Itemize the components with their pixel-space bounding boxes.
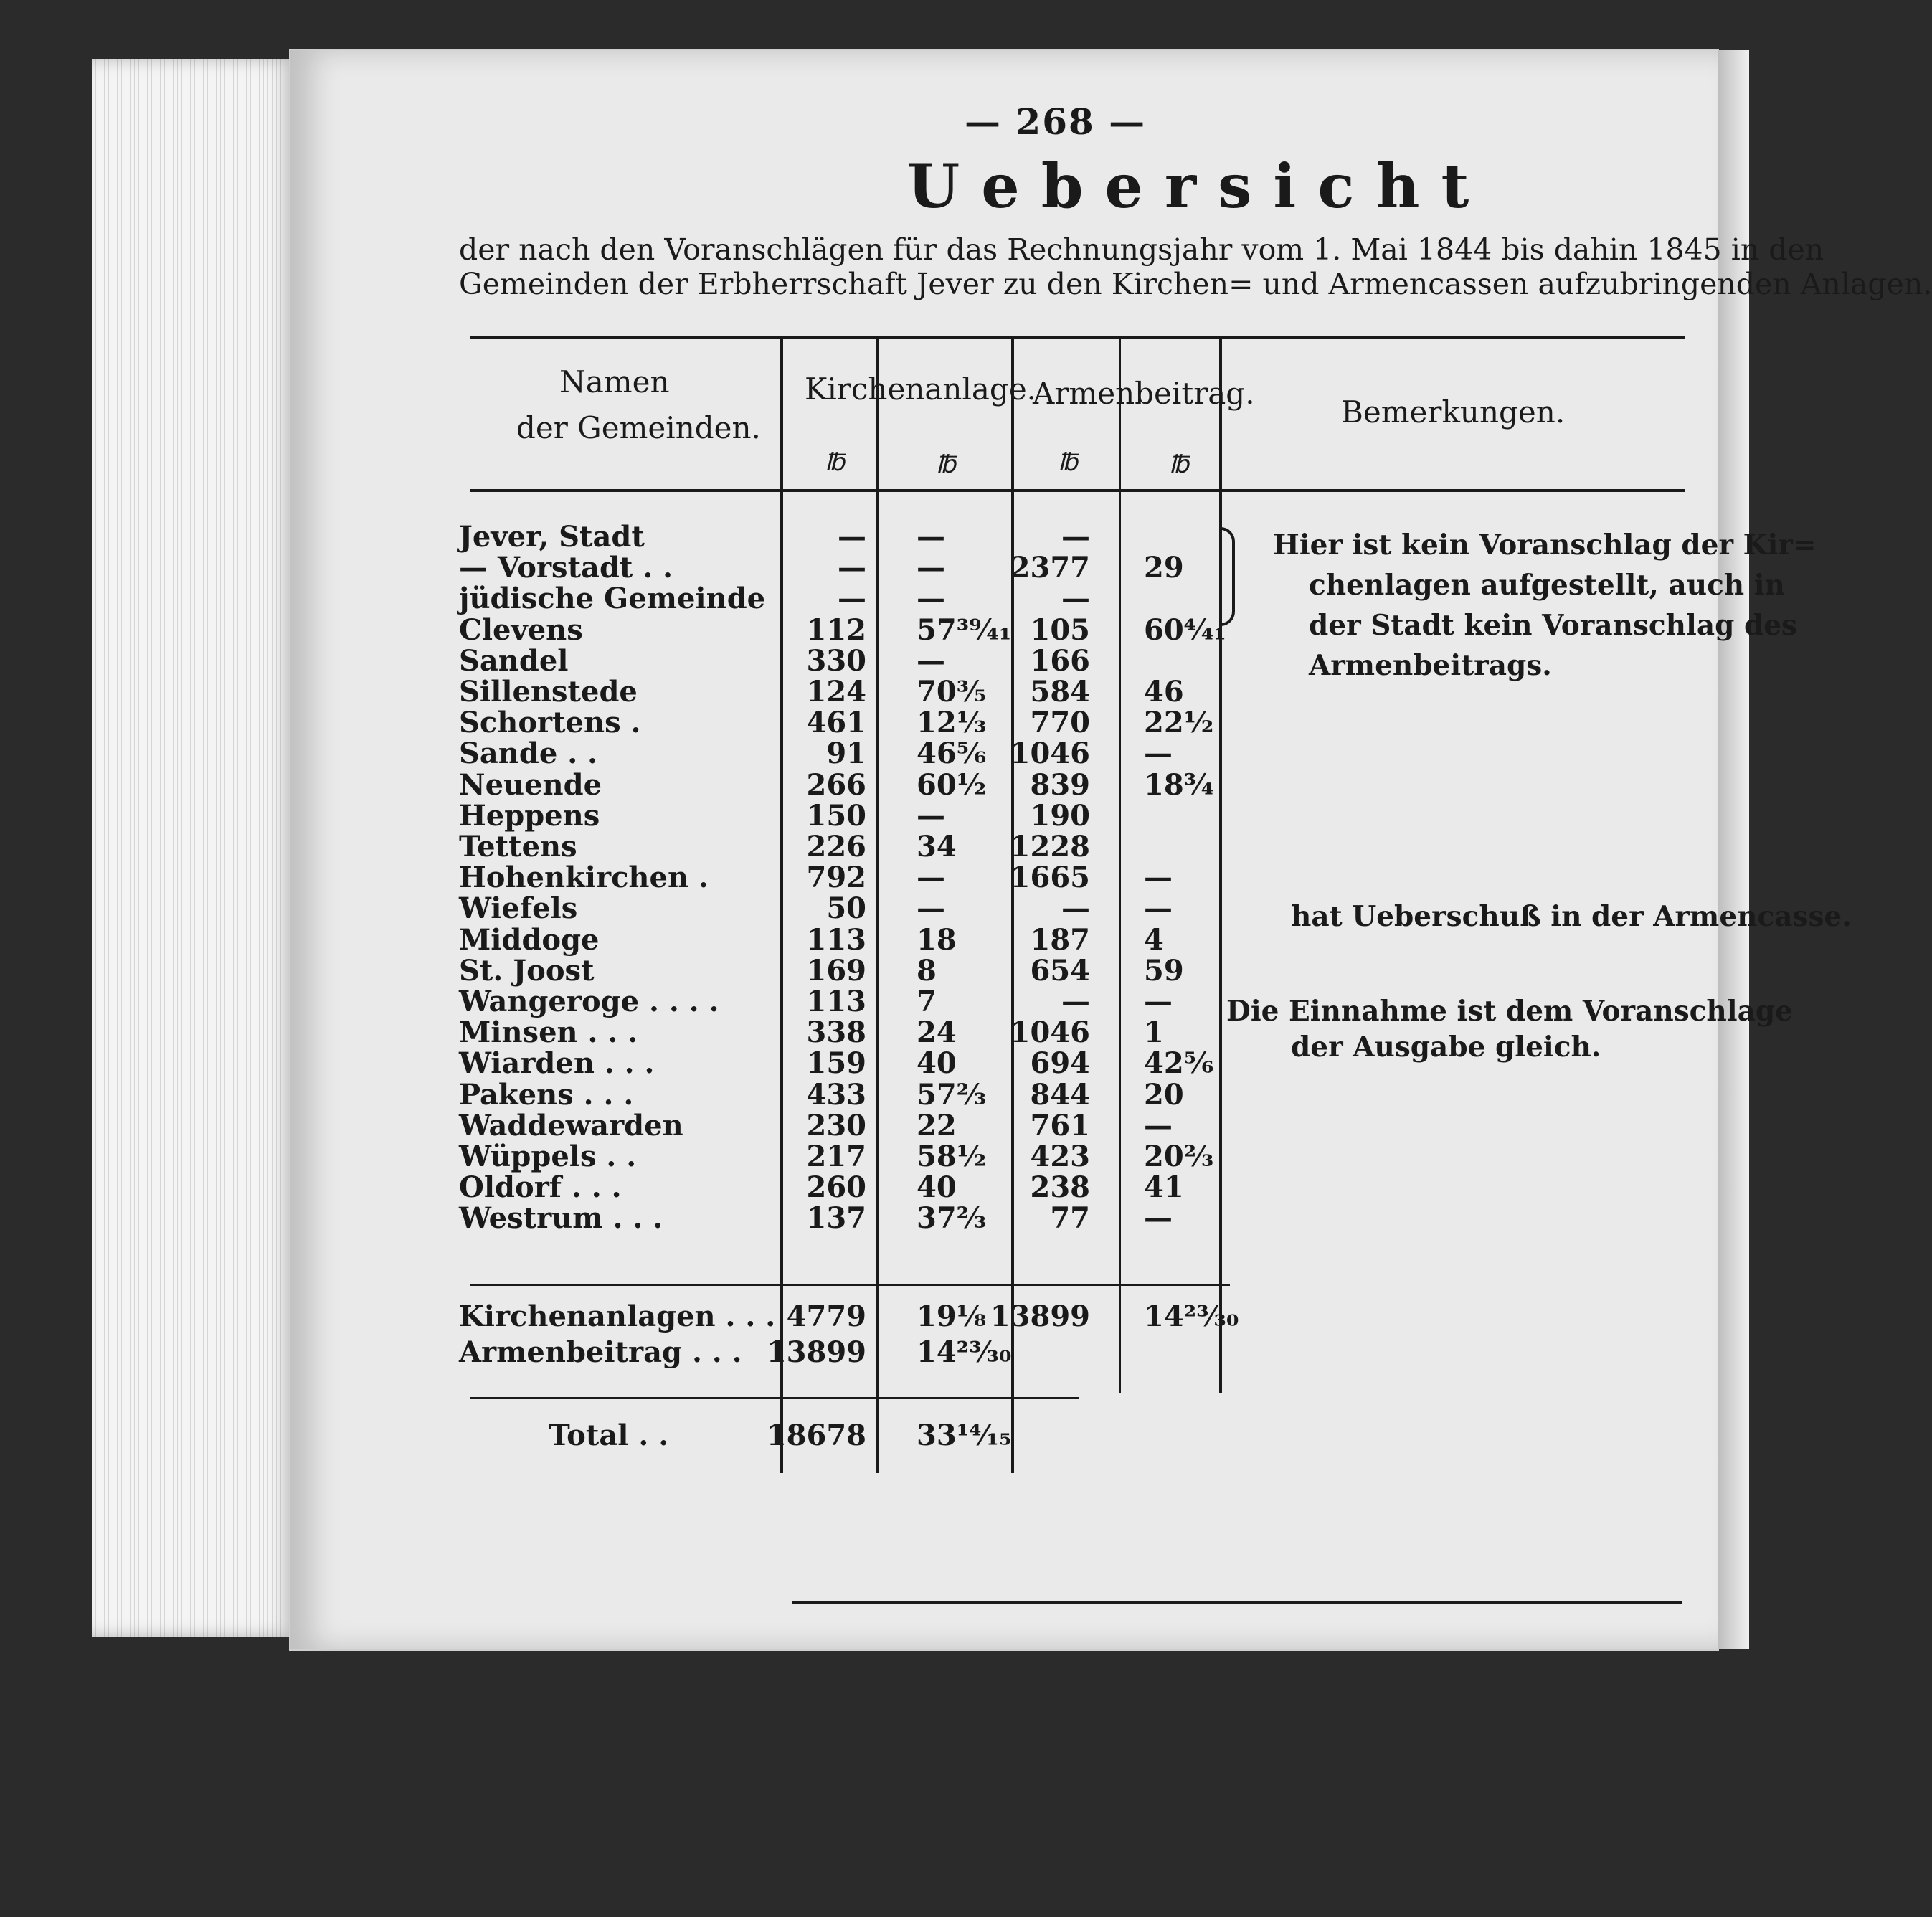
unit-thaler-kirchen: ℔	[825, 448, 845, 477]
bottom-rule	[792, 1601, 1682, 1604]
summary-name: Armenbeitrag . . .	[459, 1335, 742, 1369]
header-armenbeitrag: Armenbeitrag.	[1033, 376, 1255, 411]
armen-thaler: 839	[1030, 767, 1090, 802]
armen-thaler: 166	[1030, 643, 1090, 678]
col-rule-2	[876, 339, 879, 1473]
kirchen-grote: 34	[917, 830, 957, 863]
armen-grote: —	[1144, 861, 1173, 895]
summary-kirchen-grote: 19⅛	[917, 1300, 987, 1333]
kirchen-thaler: 113	[806, 922, 866, 957]
row-name: Pakens . . .	[459, 1077, 634, 1112]
summary-kirchen-thaler: 13899	[766, 1335, 866, 1369]
kirchen-grote: 58½	[917, 1140, 987, 1173]
kirchen-grote: 18	[917, 922, 957, 957]
armen-thaler: 1228	[1010, 830, 1090, 863]
kirchen-grote: 70³⁄₅	[917, 675, 987, 709]
kirchen-grote: 7	[917, 985, 937, 1018]
armen-grote: —	[1144, 891, 1173, 926]
kirchen-grote: —	[917, 891, 945, 926]
summary-armen-grote: 14²³⁄₃₀	[1144, 1300, 1239, 1333]
total-kirchen-grote: 33¹⁴⁄₁₅	[917, 1419, 1012, 1452]
armen-grote: 60⁴⁄₄₁	[1144, 612, 1226, 647]
kirchen-grote: 57⅔	[917, 1077, 987, 1112]
book-page-edges	[92, 59, 296, 1637]
kirchen-thaler: 150	[806, 798, 866, 833]
row-name: St. Joost	[459, 953, 595, 988]
armen-thaler: 238	[1030, 1170, 1090, 1205]
armen-thaler: 1665	[1010, 861, 1090, 895]
row-name: Sillenstede	[459, 675, 638, 709]
kirchen-thaler: 330	[806, 643, 866, 678]
top-rule	[470, 336, 1685, 339]
row-name: Wiarden . . .	[459, 1046, 655, 1081]
row-name: Waddewarden	[459, 1108, 683, 1142]
kirchen-grote: 60½	[917, 767, 987, 802]
armen-grote: 22½	[1144, 706, 1214, 740]
armen-thaler: 584	[1030, 675, 1090, 709]
armen-grote: 41	[1144, 1170, 1184, 1205]
kirchen-thaler: —	[838, 551, 866, 585]
row-name: Wangeroge . . . .	[459, 985, 719, 1018]
row-name: Middoge	[459, 922, 600, 957]
row-name: Wüppels . .	[459, 1140, 637, 1173]
kirchen-grote: —	[917, 643, 945, 678]
kirchen-grote: —	[917, 551, 945, 585]
row-name: Clevens	[459, 612, 583, 647]
armen-thaler: 190	[1030, 798, 1090, 833]
page-title: Uebersicht	[907, 151, 1491, 222]
summary-kirchen-thaler: 4779	[786, 1300, 866, 1333]
row-name: Heppens	[459, 798, 600, 833]
unit-thaler-armen: ℔	[1058, 448, 1078, 477]
armen-grote: 59	[1144, 953, 1184, 988]
summary-name: Kirchenanlagen . . .	[459, 1300, 776, 1333]
armen-thaler: 654	[1030, 953, 1090, 988]
kirchen-thaler: 230	[806, 1108, 866, 1142]
kirchen-thaler: 50	[826, 891, 866, 926]
armen-grote: —	[1144, 985, 1173, 1018]
row-name: Jever, Stadt	[459, 520, 645, 554]
brace-left	[1219, 527, 1235, 626]
armen-thaler: 2377	[1010, 551, 1090, 585]
header-bemerkungen: Bemerkungen.	[1341, 394, 1566, 430]
kirchen-thaler: 91	[826, 737, 866, 771]
remark-1-line-1: Hier ist kein Voranschlag der Kir=	[1273, 529, 1817, 562]
total-kirchen-thaler: 18678	[766, 1419, 866, 1452]
summary-kirchen-grote: 14²³⁄₃₀	[917, 1335, 1012, 1369]
header-names-sub: der Gemeinden.	[516, 410, 761, 445]
col-rule-5	[1219, 339, 1222, 1393]
armen-thaler: 1046	[1010, 1016, 1090, 1050]
kirchen-grote: 8	[917, 953, 937, 988]
kirchen-thaler: —	[838, 520, 866, 554]
kirchen-thaler: 137	[806, 1201, 866, 1236]
kirchen-grote: 46⁵⁄₆	[917, 737, 987, 771]
kirchen-thaler: 338	[806, 1016, 866, 1050]
kirchen-grote: 40	[917, 1046, 957, 1081]
summary-armen-thaler: 13899	[990, 1300, 1090, 1333]
header-kirchenanlage: Kirchenanlage.	[805, 371, 1037, 407]
armen-thaler: 761	[1030, 1108, 1090, 1142]
armen-grote: —	[1144, 737, 1173, 771]
kirchen-thaler: 260	[806, 1170, 866, 1205]
remark-2: hat Ueberschuß in der Armencasse.	[1291, 900, 1852, 933]
kirchen-grote: —	[917, 582, 945, 616]
armen-thaler: 423	[1030, 1140, 1090, 1173]
summary-rule	[470, 1284, 1230, 1286]
remark-1-line-3: der Stadt kein Voranschlag des	[1309, 609, 1797, 642]
armen-thaler: 694	[1030, 1046, 1090, 1081]
armen-thaler: 770	[1030, 706, 1090, 740]
kirchen-thaler: 433	[806, 1077, 866, 1112]
armen-thaler: 105	[1030, 612, 1090, 647]
armen-grote: 20	[1144, 1077, 1184, 1112]
kirchen-thaler: 169	[806, 953, 866, 988]
remark-3-line-2: der Ausgabe gleich.	[1291, 1031, 1601, 1064]
kirchen-grote: —	[917, 798, 945, 833]
armen-grote: —	[1144, 1108, 1173, 1142]
col-rule-4	[1119, 339, 1121, 1393]
kirchen-grote: 40	[917, 1170, 957, 1205]
kirchen-grote: 37⅔	[917, 1201, 987, 1236]
armen-grote: 29	[1144, 551, 1184, 585]
row-name: Sande . .	[459, 737, 598, 771]
total-name: Total . .	[549, 1419, 669, 1452]
row-name: Hohenkirchen .	[459, 861, 709, 895]
armen-thaler: —	[1061, 891, 1090, 926]
armen-grote: —	[1144, 1201, 1173, 1236]
row-name: Sandel	[459, 643, 569, 678]
kirchen-grote: 12¹⁄₃	[917, 706, 987, 740]
row-name: — Vorstadt . .	[459, 551, 673, 585]
row-name: Oldorf . . .	[459, 1170, 622, 1205]
armen-grote: 46	[1144, 675, 1184, 709]
remark-1-line-2: chenlagen aufgestellt, auch in	[1309, 569, 1785, 602]
unit-grote-armen: ℔	[1169, 450, 1189, 479]
armen-thaler: 1046	[1010, 737, 1090, 771]
header-names: Namen	[559, 364, 670, 399]
kirchen-grote: —	[917, 520, 945, 554]
kirchen-thaler: 266	[806, 767, 866, 802]
row-name: Tettens	[459, 830, 577, 863]
kirchen-thaler: 461	[806, 706, 866, 740]
armen-thaler: —	[1061, 582, 1090, 616]
kirchen-grote: 24	[917, 1016, 957, 1050]
kirchen-thaler: —	[838, 582, 866, 616]
armen-grote: 20⅔	[1144, 1140, 1214, 1173]
subtitle-line-2: Gemeinden der Erbherrschaft Jever zu den Kirchen= und Armencassen aufzubringenden Anlagen.	[459, 267, 1932, 301]
kirchen-thaler: 159	[806, 1046, 866, 1081]
armen-thaler: —	[1061, 520, 1090, 554]
header-rule	[470, 489, 1685, 492]
armen-thaler: 77	[1050, 1201, 1090, 1236]
row-name: Neuende	[459, 767, 602, 802]
row-name: jüdische Gemeinde	[459, 582, 766, 616]
armen-thaler: —	[1061, 985, 1090, 1018]
kirchen-thaler: 113	[806, 985, 866, 1018]
subtitle-line-1: der nach den Voranschlägen für das Rechnungsjahr vom 1. Mai 1844 bis dahin 1845 in den	[459, 232, 1824, 267]
armen-thaler: 844	[1030, 1077, 1090, 1112]
armen-grote: 4	[1144, 922, 1164, 957]
row-name: Minsen . . .	[459, 1016, 638, 1050]
row-name: Wiefels	[459, 891, 578, 926]
row-name: Schortens .	[459, 706, 641, 740]
unit-grote-kirchen: ℔	[936, 450, 956, 479]
kirchen-thaler: 217	[806, 1140, 866, 1173]
remark-1-line-4b: Armenbeitrags.	[1309, 649, 1552, 682]
kirchen-grote: 22	[917, 1108, 957, 1142]
kirchen-grote: 57³⁹⁄₄₁	[917, 612, 1012, 647]
page-number: — 268 —	[965, 100, 1147, 143]
armen-grote: 1	[1144, 1016, 1164, 1050]
row-name: Westrum . . .	[459, 1201, 663, 1236]
kirchen-thaler: 112	[806, 612, 866, 647]
remark-3-line-1: Die Einnahme ist dem Voranschlage	[1226, 995, 1793, 1028]
kirchen-thaler: 226	[806, 830, 866, 863]
total-rule	[470, 1397, 1079, 1399]
kirchen-thaler: 792	[806, 861, 866, 895]
kirchen-thaler: 124	[806, 675, 866, 709]
armen-grote: 42⁵⁄₆	[1144, 1046, 1214, 1081]
armen-grote: 18¾	[1144, 767, 1214, 802]
kirchen-grote: —	[917, 861, 945, 895]
armen-thaler: 187	[1030, 922, 1090, 957]
